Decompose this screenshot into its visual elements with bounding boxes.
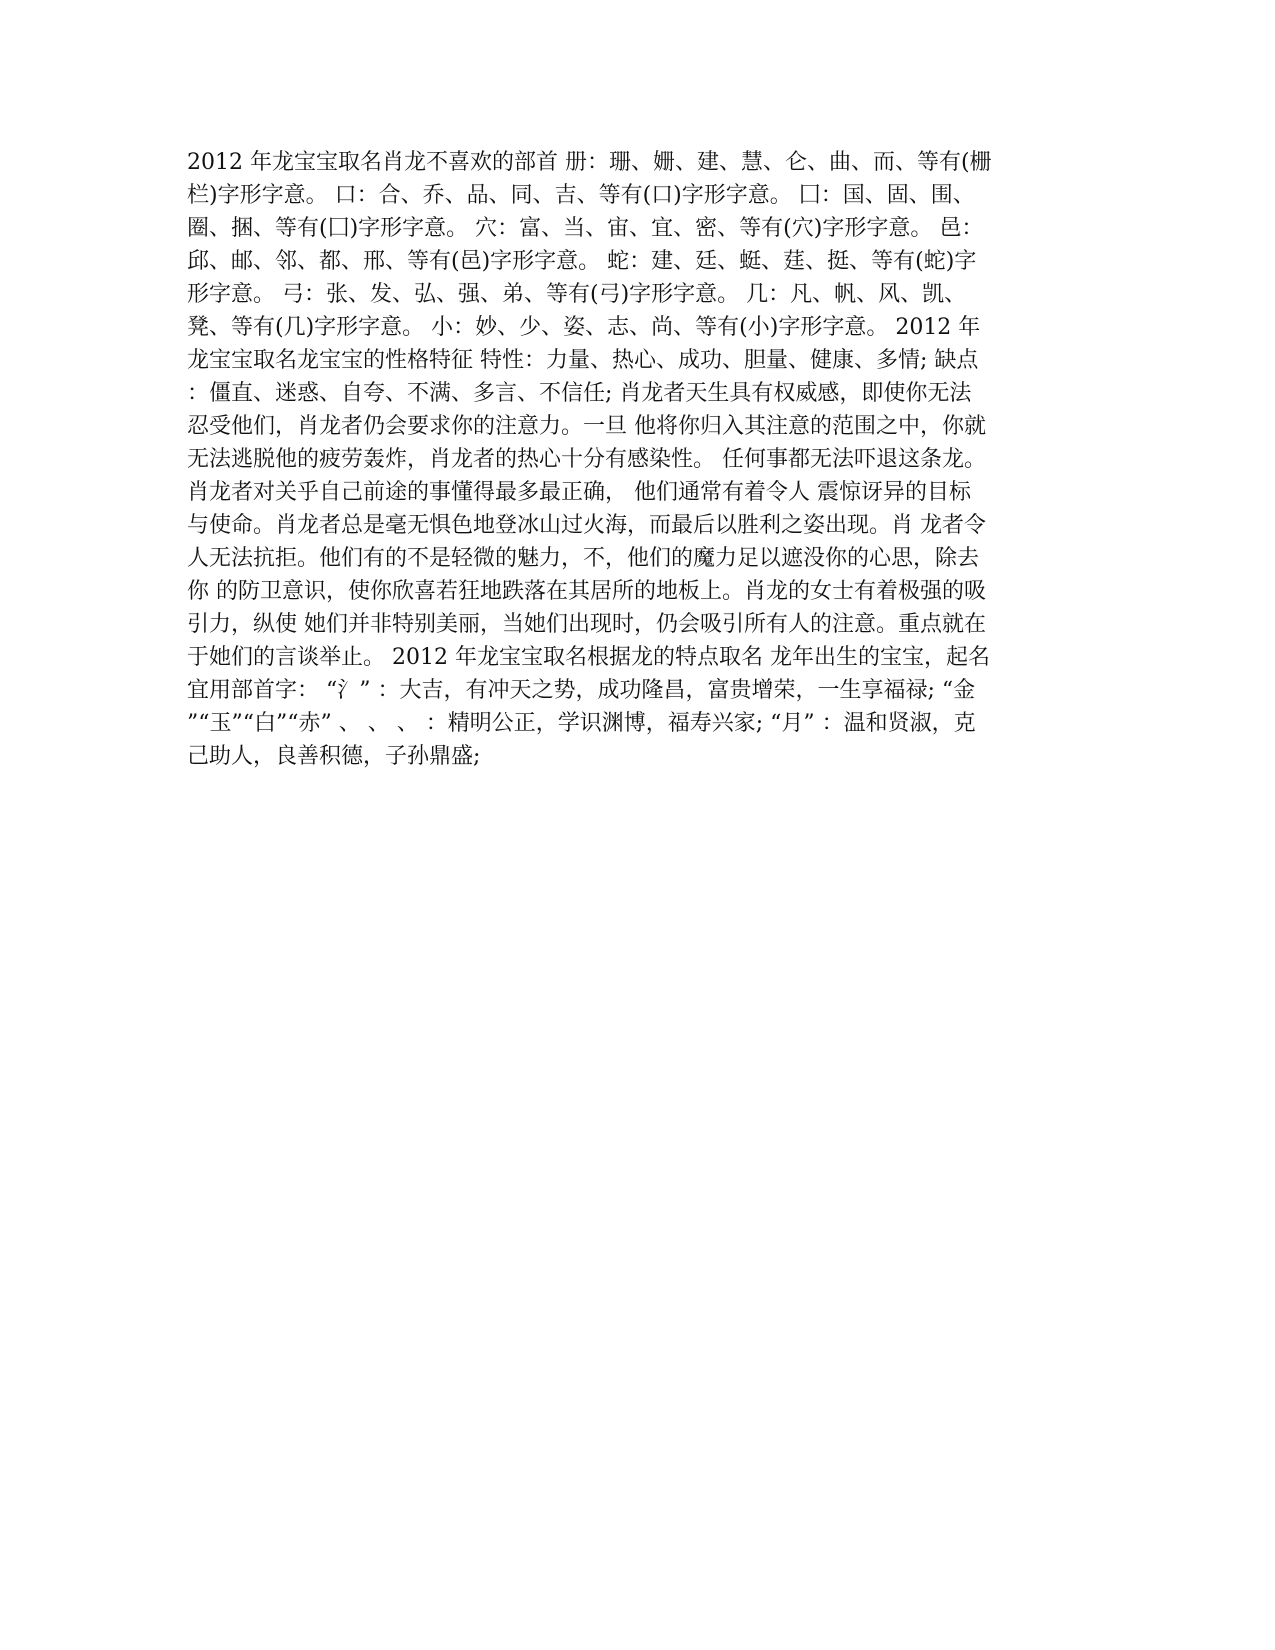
text-line: 引力，纵使 她们并非特别美丽，当她们出现时，仍会吸引所有人的注意。重点就在 bbox=[187, 612, 986, 637]
text-line: 与使命。肖龙者总是毫无惧色地登冰山过火海，而最后以胜利之姿出现。肖 龙者令 bbox=[187, 513, 986, 538]
text-line: 形字意。 弓：张、发、弘、强、弟、等有(弓)字形字意。 几：凡、帆、风、凯、 bbox=[187, 282, 967, 307]
text-line: 圈、捆、等有(囗)字形字意。 穴：富、当、宙、宜、密、等有(穴)字形字意。 邑： bbox=[187, 216, 984, 241]
text-line: ：僵直、迷惑、自夸、不满、多言、不信任; 肖龙者天生具有权威感，即使你无法 bbox=[187, 381, 972, 406]
text-line: 栏)字形字意。 口：合、乔、品、同、吉、等有(口)字形字意。 囗：国、固、围、 bbox=[187, 183, 975, 208]
text-line: 于她们的言谈举止。 2012 年龙宝宝取名根据龙的特点取名 龙年出生的宝宝，起名 bbox=[187, 645, 990, 670]
text-line: ”“玉”“白”“赤” 、 、 、 ：精明公正，学识渊博，福寿兴家; “月” ：温和贤淑，克 bbox=[187, 711, 976, 736]
text-line: 宜用部首字： “氵” ：大吉，有冲天之势，成功隆昌，富贵增荣，一生享福禄; “金 bbox=[187, 678, 976, 703]
text-line: 人无法抗拒。他们有的不是轻微的魅力，不，他们的魔力足以遮没你的心思，除去 bbox=[187, 546, 980, 571]
text-line: 2012 年龙宝宝取名肖龙不喜欢的部首 册：珊、姗、建、慧、仑、曲、而、等有(栅 bbox=[187, 150, 992, 175]
text-line: 肖龙者对关乎自己前途的事懂得最多最正确， 他们通常有着令人 震惊讶异的目标 bbox=[187, 480, 971, 505]
text-line: 龙宝宝取名龙宝宝的性格特征 特性：力量、热心、成功、胆量、健康、多情; 缺点 bbox=[187, 348, 979, 373]
text-line: 邱、邮、邻、都、邢、等有(邑)字形字意。 蛇：建、廷、蜓、莛、挺、等有(蛇)字 bbox=[187, 249, 977, 274]
text-line: 忍受他们，肖龙者仍会要求你的注意力。一旦 他将你归入其注意的范围之中，你就 bbox=[187, 414, 986, 439]
text-line: 凳、等有(几)字形字意。 小：妙、少、姿、志、尚、等有(小)字形字意。 2012 年 bbox=[187, 315, 981, 340]
text-line: 己助人，良善积德，子孙鼎盛; bbox=[187, 744, 481, 769]
text-line: 无法逃脱他的疲劳轰炸，肖龙者的热心十分有感染性。 任何事都无法吓退这条龙。 bbox=[187, 447, 986, 472]
body-text bbox=[187, 146, 1097, 773]
text-line: 你 的防卫意识，使你欣喜若狂地跌落在其居所的地板上。肖龙的女士有着极强的吸 bbox=[187, 579, 986, 604]
